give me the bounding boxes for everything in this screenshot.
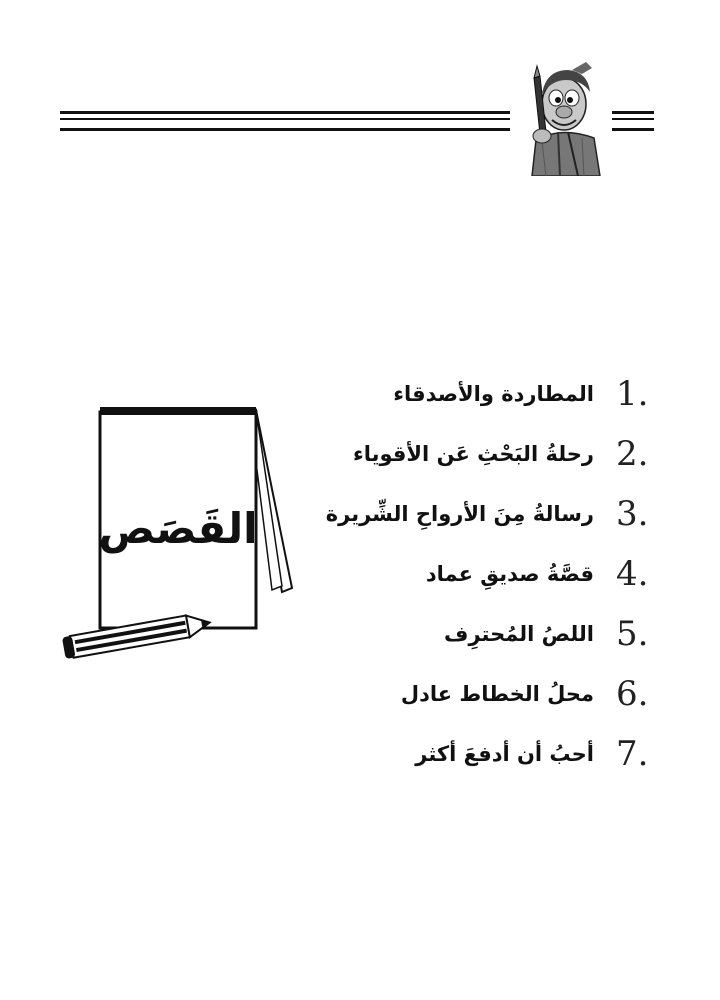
- toc-item[interactable]: [238, 604, 658, 664]
- toc-number: 6.: [616, 674, 649, 714]
- toc-title: أحبُ أن أدفعَ أكثر: [415, 742, 594, 766]
- toc-number: 7.: [616, 734, 649, 774]
- toc-number: 1.: [616, 374, 649, 414]
- notebook-title: القَصَص: [98, 504, 258, 553]
- toc-item[interactable]: [238, 664, 658, 724]
- toc-number: 3.: [616, 494, 649, 534]
- toc-item[interactable]: [238, 424, 658, 484]
- header-rule-left: [60, 111, 510, 131]
- toc-title: قصَّةُ صديقِ عماد: [425, 562, 594, 586]
- toc-title: محلُ الخطاط عادل: [400, 682, 594, 706]
- toc-title: رحلةُ البَحْثِ عَن الأقوياء: [353, 442, 594, 466]
- toc-title: رسالةُ مِنَ الأرواحِ الشِّريرة: [325, 502, 594, 526]
- toc-item[interactable]: [238, 364, 658, 424]
- toc-item[interactable]: [238, 724, 658, 784]
- toc-title: اللصُ المُحترِف: [444, 622, 594, 646]
- toc-number: 5.: [616, 614, 649, 654]
- pen-mascot-icon: [512, 58, 612, 176]
- table-of-contents: [238, 364, 658, 784]
- header-rule-right: [612, 111, 654, 131]
- toc-number: 2.: [616, 434, 649, 474]
- toc-item[interactable]: [238, 544, 658, 604]
- toc-title: المطاردة والأصدقاء: [393, 382, 594, 406]
- toc-item[interactable]: [238, 484, 658, 544]
- toc-number: 4.: [616, 554, 649, 594]
